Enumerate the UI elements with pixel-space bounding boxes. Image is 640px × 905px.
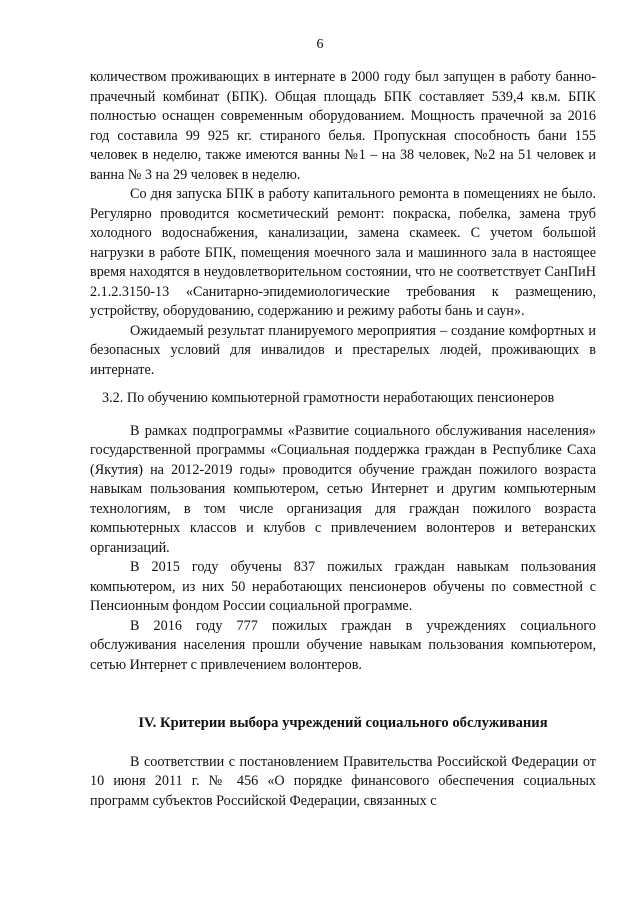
paragraph-2016-training: В 2016 году 777 пожилых граждан в учреждениях социального обслуживания населения прошли обучение навыкам пользования компьютером, сетью Интернет с привлечением волонтеров. — [90, 617, 596, 673]
paragraph-resolution: В соответствии с постановлением Правительства Российской Федерации от 10 июня 2011 г. № 456 «О порядке финансового обеспечения социальных программ субъектов Российской Федерации, связанных с — [90, 753, 596, 809]
paragraph-2015-training: В 2015 году обучены 837 пожилых граждан навыкам пользования компьютером, из них 50 неработающих пенсионеров обучены по совместной с Пенсионным фондом России социальной программе. — [90, 559, 596, 614]
section-heading: IV. Критерии выбора учреждений социального обслуживания — [138, 715, 548, 731]
paragraph-bpk-repair: Со дня запуска БПК в работу капитального ремонта в помещениях не было. Регулярно проводится косметический ремонт: покраска, побелка, замена труб холодного водоснабжения, канализации, замена скамеек. С учетом большой нагрузки в работе БПК, помещения моечного зала и машинного зала в настоящее время находятся в неудовлетворительном состоянии, что не соответствует СанПиН 2.1.2.3150-13 «Санитарно-эпидемиологические требования к размещению, устройству, оборудованию, содержанию и режиму работы бань и саун». — [90, 186, 596, 319]
paragraph-subprogram: В рамках подпрограммы «Развитие социального обслуживания населения» государственной программы «Социальная поддержка граждан в Республике Саха (Якутия) на 2012-2019 годы» проводится обучение граждан пожилого возраста навыкам пользования компьютером, сетью Интернет и другим компьютерным технологиям, в том числе организация для граждан пожилого возраста компьютерных классов и клубов с привлечением волонтеров и ветеранских организаций. — [90, 422, 596, 556]
page-number: 6 — [316, 37, 324, 52]
subsection-heading: 3.2. По обучению компьютерной грамотности неработающих пенсионеров — [102, 390, 555, 406]
document-body — [90, 68, 596, 811]
paragraph-bpk-capacity: количеством проживающих в интернате в 2000 году был запущен в работу банно-прачечный комбинат (БПК). Общая площадь БПК составляет 539,4 кв.м. БПК полностью оснащен современным оборудованием. Мощность прачечной за 2016 год составила 99 925 кг. стираного белья. Пропускная способность бани 155 человек в неделю, также имеются ванны №1 – на 38 человек, №2 на 51 человек и ванна № 3 на 29 человек в неделю. — [90, 69, 596, 183]
paragraph-expected-result: Ожидаемый результат планируемого мероприятия – создание комфортных и безопасных условий для инвалидов и престарелых людей, проживающих в интернате. — [90, 322, 596, 378]
